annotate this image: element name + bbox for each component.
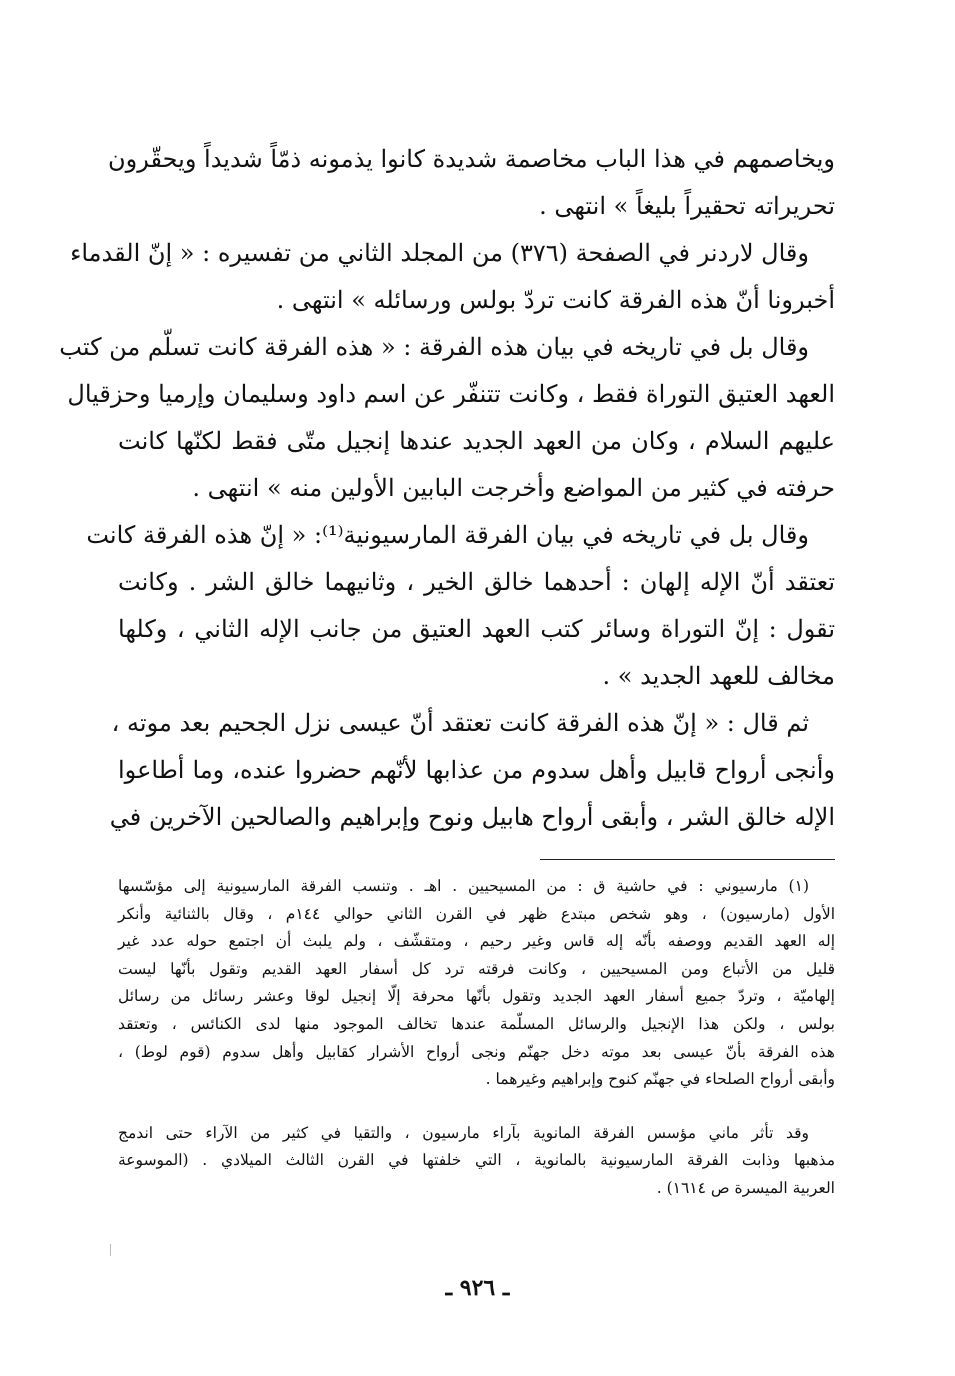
main-text [59,136,835,841]
text-line: وقال بل في تاريخه في بيان هذه الفرقة : « هذه الفرقة كانت تسلّم من كتب [59,333,809,361]
text-line: تقول : إنّ التوراة وسائر كتب العهد العتيق من جانب الإله الثاني ، وكلها [118,615,835,643]
page-number: ـ ٩٢٦ ـ [445,1275,510,1301]
footnote-line: قليل من الأتباع ومن المسيحيين ، وكانت فرقته ترد كل أسفار العهد القديم وتقول بأنّها ليست [118,959,835,978]
footnote-line: وقد تأثر ماني مؤسس الفرقة المانوية بآراء مارسيون ، والتقيا في كثير من الآراء حتى اندمج [118,1123,809,1142]
scan-mark [110,1244,111,1256]
footnotes [118,873,835,1203]
text-line: ثم قال : « إنّ هذه الفرقة كانت تعتقد أنّ عيسى نزل الجحيم بعد موته ، [111,709,809,737]
text-line: عليهم السلام ، وكان من العهد الجديد عندها إنجيل متّى فقط لكنّها كانت [118,427,835,455]
footnote-line: إله العهد القديم ووصفه بأنّه إله قاس وغير رحيم ، ومتقشّف ، ولم يلبث أن اجتمع حوله عدد غير [118,932,835,951]
footnote-line: وأبقى أرواح الصلحاء في جهنّم كنوح وإبراهيم وغيرهما . [485,1070,835,1089]
footnote-line: بولس ، ولكن هذا الإنجيل والرسائل المسلّمة عندها تخالف الموجود منها لدى الكنائس ، وتعتقد [118,1014,835,1033]
text-line: مخالف للعهد الجديد » . [602,662,835,690]
text-line: تعتقد أنّ الإله إلهان : أحدهما خالق الخير ، وثانيهما خالق الشر . وكانت [118,568,835,596]
text-line: تحريراته تحقيراً بليغاً » انتهى . [539,192,835,220]
text-line: ويخاصمهم في هذا الباب مخاصمة شديدة كانوا يذمونه ذمّاً شديداً ويحقّرون [108,145,835,173]
text-line: حرفته في كثير من المواضع وأخرجت البابين الأولين منه » انتهى . [192,474,835,502]
footnote-line: مذهبها وذابت الفرقة المارسيونية بالمانوية ، التي خلفتها في القرن الثالث الميلادي . (الموسوعة [118,1151,835,1170]
footnote-line: هذه الفرقة بأنّ عيسى بعد موته دخل جهنّم ونجى أرواح الأشرار كقابيل وأهل سدوم (قوم لوط) ، [118,1042,835,1061]
text-line: العهد العتيق التوراة فقط ، وكانت تتنفّر عن اسم داود وسليمان وإرميا وحزقيال [67,380,835,408]
text-line: أخبرونا أنّ هذه الفرقة كانت تردّ بولس ورسائله » انتهى . [276,286,835,314]
footnote-separator [540,859,835,860]
footnote-line: الأول (مارسيون) ، وهو شخص مبتدع ظهر في القرن الثاني حوالي ١٤٤م ، وقال بالثنائية وأنكر [118,904,836,923]
text-line: وأنجى أرواح قابيل وأهل سدوم من عذابها لأنّهم حضروا عنده، وما أطاعوا [118,756,835,784]
text-line: وقال بل في تاريخه في بيان الفرقة المارسيونية⁽¹⁾: « إنّ هذه الفرقة كانت [86,521,809,549]
text-line: وقال لاردنر في الصفحة (٣٧٦) من المجلد الثاني من تفسيره : « إنّ القدماء [70,239,809,267]
footnote-line: إلهاميّة ، وتردّ جميع أسفار العهد الجديد وتقول بأنّها محرفة إلّا إنجيل لوقا وعشر رسائل من رسائل [118,987,835,1006]
footnote-line: العربية الميسرة ص ١٦١٤) . [656,1178,835,1197]
footnote-line: (١) مارسيوني : في حاشية ق : من المسيحيين . اهـ . وتنسب الفرقة المارسيونية إلى مؤسّسها [118,877,809,895]
text-line: الإله خالق الشر ، وأبقى أرواح هابيل ونوح وإبراهيم والصالحين الآخرين في [109,803,835,831]
